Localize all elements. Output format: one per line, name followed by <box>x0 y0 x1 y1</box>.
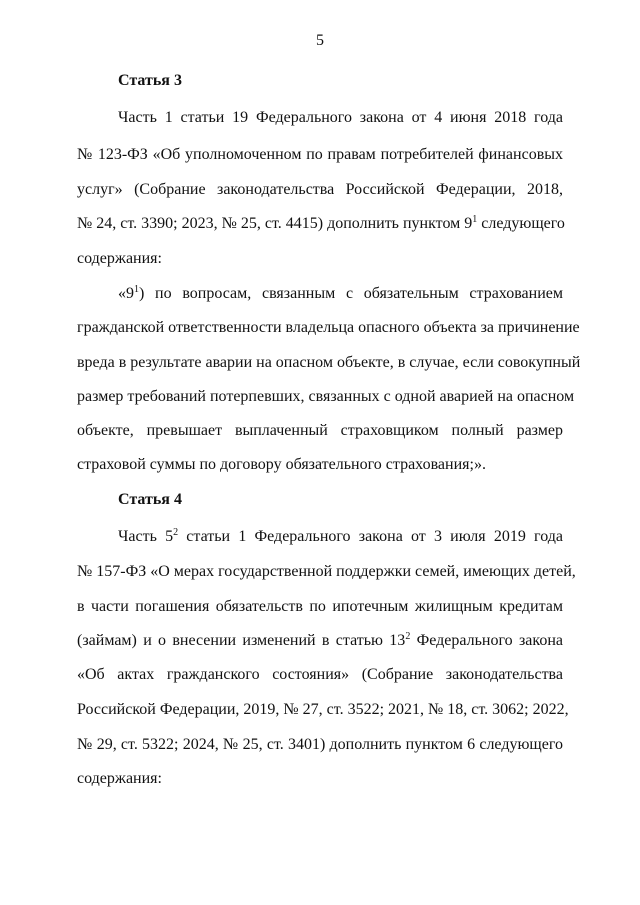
article-4-line-1: Часть $5^2$ статьи 1 Федерального закона от 3 июля 2019 года <box>118 527 563 545</box>
article-3-heading: Статья 3 <box>118 72 182 89</box>
article-3-line-3: услуг» (Собрание законодательства Российской Федерации, 2018, <box>77 181 563 198</box>
article-3-quote-line-2: гражданской ответственности владельца опасного объекта за причинение <box>77 319 580 336</box>
article-3-line-2: № 123-ФЗ «Об уполномоченном по правам потребителей финансовых <box>77 146 563 163</box>
article-4-line-3: в части погашения обязательств по ипотечным жилищным кредитам <box>77 598 563 615</box>
article-4-line-7: № 29, ст. 5322; 2024, № 25, ст. 3401) дополнить пунктом 6 следующего <box>77 736 563 753</box>
page-number: 5 <box>316 32 324 49</box>
article-3-quote-line-1: «$9^1$) по вопросам, связанным с обязательным страхованием <box>118 284 563 302</box>
article-3-line-5: содержания: <box>77 250 162 267</box>
article-3-quote-line-3: вреда в результате аварии на опасном объекте, в случае, если совокупный <box>77 354 581 371</box>
article-3-quote-line-5: объекте, превышает выплаченный страховщиком полный размер <box>77 422 563 439</box>
article-3-line-1: Часть 1 статьи 19 Федерального закона от 4 июня 2018 года <box>118 109 563 126</box>
article-4-line-4: (займам) и о внесении изменений в статью $13^2$ Федерального закона <box>77 631 563 649</box>
article-4-line-5: «Об актах гражданского состояния» (Собрание законодательства <box>77 666 563 683</box>
article-4-heading: Статья 4 <box>118 491 182 508</box>
article-4-line-6: Российской Федерации, 2019, № 27, ст. 3522; 2021, № 18, ст. 3062; 2022, <box>77 701 569 718</box>
article-4-line-2: № 157-ФЗ «О мерах государственной поддержки семей, имеющих детей, <box>77 563 576 580</box>
article-3-quote-line-4: размер требований потерпевших, связанных с одной аварией на опасном <box>77 388 575 405</box>
article-4-line-8: содержания: <box>77 770 162 787</box>
article-3-line-4: № 24, ст. 3390; 2023, № 25, ст. 4415) дополнить пунктом $9^1$ следующего <box>77 214 565 232</box>
article-3-quote-line-6: страховой суммы по договору обязательного страхования;». <box>77 456 486 473</box>
